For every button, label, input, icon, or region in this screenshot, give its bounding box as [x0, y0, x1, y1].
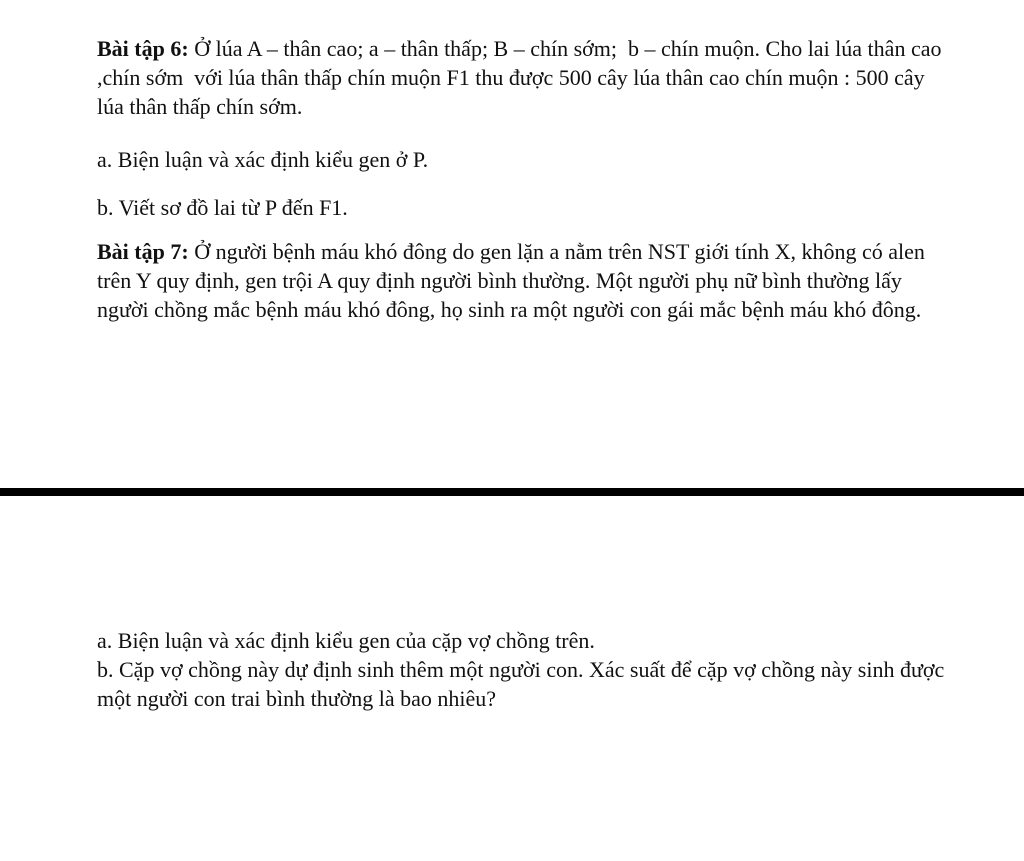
page-divider	[0, 488, 1024, 496]
exercise-6-text: Ở lúa A – thân cao; a – thân thấp; B – chín sớm; b – chín muộn. Cho lai lúa thân cao ,chín sớm với lúa thân thấp chín muộn F1 thu được 500 cây lúa thân cao chín muộn : 500 cây lúa thân thấp chín sớm.	[97, 36, 947, 119]
exercise-7-question-b: b. Cặp vợ chồng này dự định sinh thêm một người con. Xác suất để cặp vợ chồng này sinh được một người con trai bình thường là bao nhiêu?	[97, 657, 950, 711]
exercise-6-label: Bài tập 6:	[97, 36, 189, 61]
exercise-6-question-b: b. Viết sơ đồ lai từ P đến F1.	[97, 195, 348, 220]
exercise-6-paragraph	[97, 34, 957, 121]
exercise-7-paragraph	[97, 237, 957, 324]
exercise-7-label: Bài tập 7:	[97, 239, 189, 264]
exercise-7-text: Ở người bệnh máu khó đông do gen lặn a nằm trên NST giới tính X, không có alen trên Y quy định, gen trội A quy định người bình thường. Một người phụ nữ bình thường lấy người chồng mắc bệnh máu khó đông, họ sinh ra một người con gái mắc bệnh máu khó đông.	[97, 239, 931, 322]
exercise-6-question-a: a. Biện luận và xác định kiểu gen ở P.	[97, 147, 429, 172]
exercise-7-question-a: a. Biện luận và xác định kiểu gen của cặp vợ chồng trên.	[97, 628, 595, 653]
